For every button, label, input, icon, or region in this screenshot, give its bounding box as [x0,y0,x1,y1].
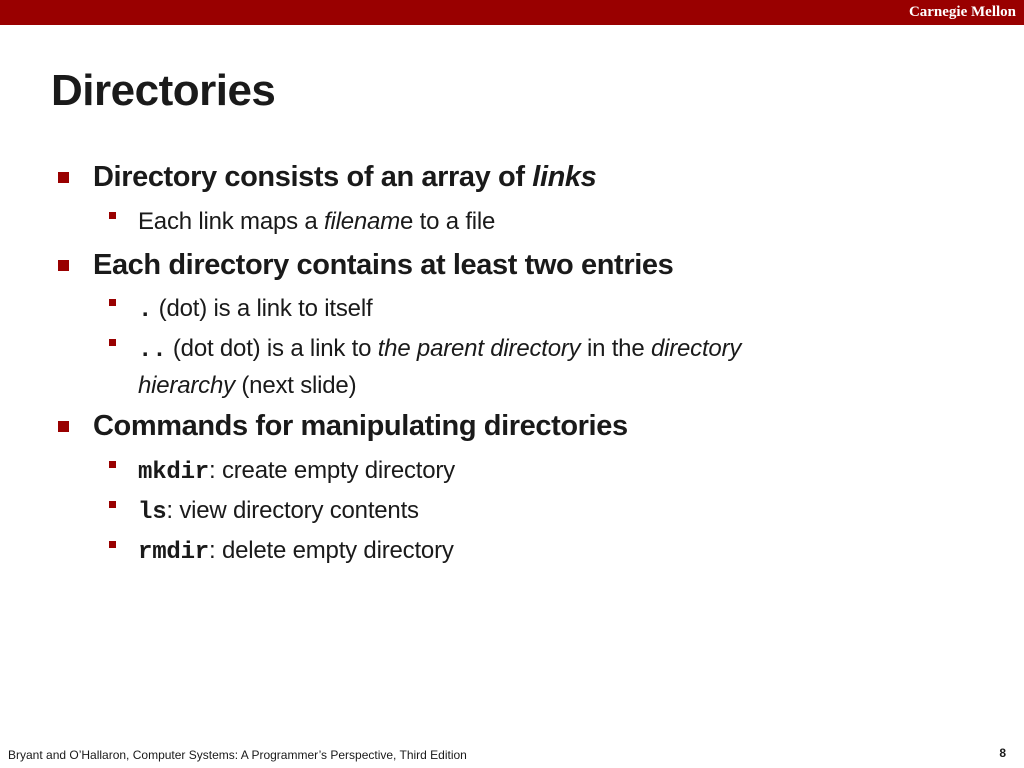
code-ls: ls [138,499,167,526]
sub-bullet-dot [138,291,372,328]
bullet-text: Directory consists of an array of [93,161,533,193]
sub-text: (next slide) [234,372,357,399]
sub-text-italic: filenam [324,208,400,235]
square-bullet-icon [109,339,116,346]
square-bullet-icon [58,172,69,183]
square-bullet-icon [109,461,116,468]
bullet-text: Each directory contains at least two entries [93,249,674,281]
page-number: 8 [999,746,1006,760]
bullet-commands [93,410,628,443]
code-rmdir: rmdir [138,539,210,566]
sub-bullet-mkdir [138,453,455,490]
sub-text: e to a file [400,208,496,235]
slide-title: Directories [51,66,276,115]
sub-bullet-ls [138,493,419,530]
bullet-directory-links [93,161,596,194]
code-dot-dot: .. [138,337,167,364]
sub-text: : delete empty directory [209,537,454,564]
sub-text: (dot dot) is a link to [166,335,378,362]
sub-bullet-rmdir [138,533,454,570]
sub-text-italic: the parent directory [377,335,581,362]
code-dot: . [138,297,153,324]
brand-label: Carnegie Mellon [908,4,1016,20]
square-bullet-icon [58,260,69,271]
square-bullet-icon [109,501,116,508]
sub-text: : create empty directory [209,457,455,484]
footer-citation: Bryant and O’Hallaron, Computer Systems: A Programmer’s Perspective, Third Edition [8,748,467,762]
sub-bullet-dot-dot [138,331,741,403]
sub-text: in the [580,335,651,362]
sub-text: : view directory contents [166,497,419,524]
bullet-two-entries [93,249,673,282]
bullet-text-italic: links [532,161,597,193]
sub-text-italic: directory [650,335,742,362]
header-bar [0,0,1024,25]
code-mkdir: mkdir [138,459,210,486]
square-bullet-icon [109,299,116,306]
sub-bullet-link-maps [138,204,495,239]
sub-text-italic: hierarchy [138,372,235,399]
sub-text: Each link maps a [138,208,325,235]
square-bullet-icon [109,212,116,219]
bullet-text: Commands for manipulating directories [93,410,628,442]
square-bullet-icon [58,421,69,432]
sub-text: (dot) is a link to itself [152,295,373,322]
square-bullet-icon [109,541,116,548]
